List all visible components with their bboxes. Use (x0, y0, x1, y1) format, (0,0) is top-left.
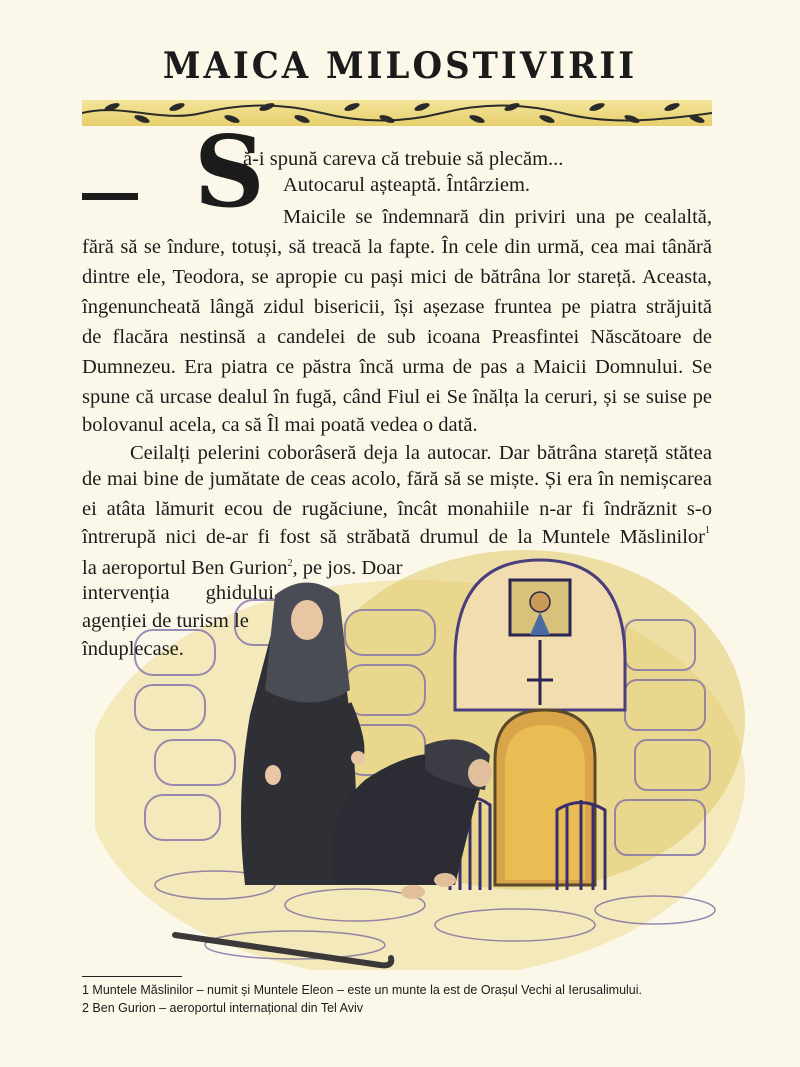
text-line-13: ei atâta lămurit ecou de rugăciune, încât monahiile n-ar fi îndrăznit s-o (82, 498, 712, 520)
text-line-6: îngenuncheată lângă zidul bisericii, își așezase fruntea pe piatra străjuită (82, 296, 712, 318)
drop-cap: S (194, 115, 265, 230)
footnote-separator (82, 976, 182, 977)
text-line-14 (82, 524, 705, 550)
text-line-12: de mai bine de jumătate de ceas acolo, fără să se miște. Și era în nemișcarea (82, 468, 712, 490)
text-line-7: de flacăra nestinsă a candelei de sub icoana Preasfintei Născătoare de (82, 326, 712, 348)
text-line-4: fără să se îndure, totuși, să treacă la fapte. În cele din urmă, cea mai tânără (82, 236, 712, 258)
text-line-18: înduplecase. (82, 638, 184, 660)
footnote-1: 1 Muntele Măslinilor – numit și Muntele Eleon – este un munte la est de Orașul Vechi al Ierusalimului. (82, 983, 643, 997)
text-line-5: dintre ele, Teodora, se apropie cu pași mici de bătrâna lor stareță. Aceasta, (82, 266, 712, 288)
text-line-8: Dumnezeu. Era piatra ce păstra încă urma de pas a Maicii Domnului. Se (82, 356, 712, 378)
text-line-3: Maicile se îndemnară din priviri una pe cealaltă, (283, 206, 712, 228)
text-line-17: agenției de turism le (82, 610, 249, 632)
ornamental-border (82, 100, 712, 126)
text-line-15-b: , pe jos. Doar (292, 556, 403, 579)
text-line-11: Ceilalți pelerini coborâseră deja la autocar. Dar bătrâna stareță stătea (130, 442, 712, 464)
page-title: MAICA MILOSTIVIRII (162, 44, 638, 88)
text-line-9: spune că urcase dealul în fugă, când Fiul ei Se înălța la ceruri, și se suise pe (82, 386, 712, 408)
dialogue-dash (82, 193, 138, 200)
footnote-2: 2 Ben Gurion – aeroportul internațional din Tel Aviv (82, 1001, 363, 1015)
text-line-16: intervenția ghidului (82, 582, 274, 604)
footnote-ref-2: 2 (287, 558, 293, 569)
text-line-15 (82, 551, 402, 581)
text-line-14-main: întrerupă nici de-ar fi fost să străbată drumul de la Muntele Măslinilor (82, 526, 705, 548)
text-line-10: bolovanul acela, ca să Îl mai poată vedea o dată. (82, 414, 478, 436)
text-line-1: ă-i spună careva că trebuie să plecăm... (243, 148, 564, 170)
text-line-15-a: la aeroportul Ben Gurion (82, 556, 288, 579)
text-line-2: Autocarul așteaptă. Întârziem. (283, 174, 531, 196)
footnote-ref-1: 1 (705, 525, 710, 536)
